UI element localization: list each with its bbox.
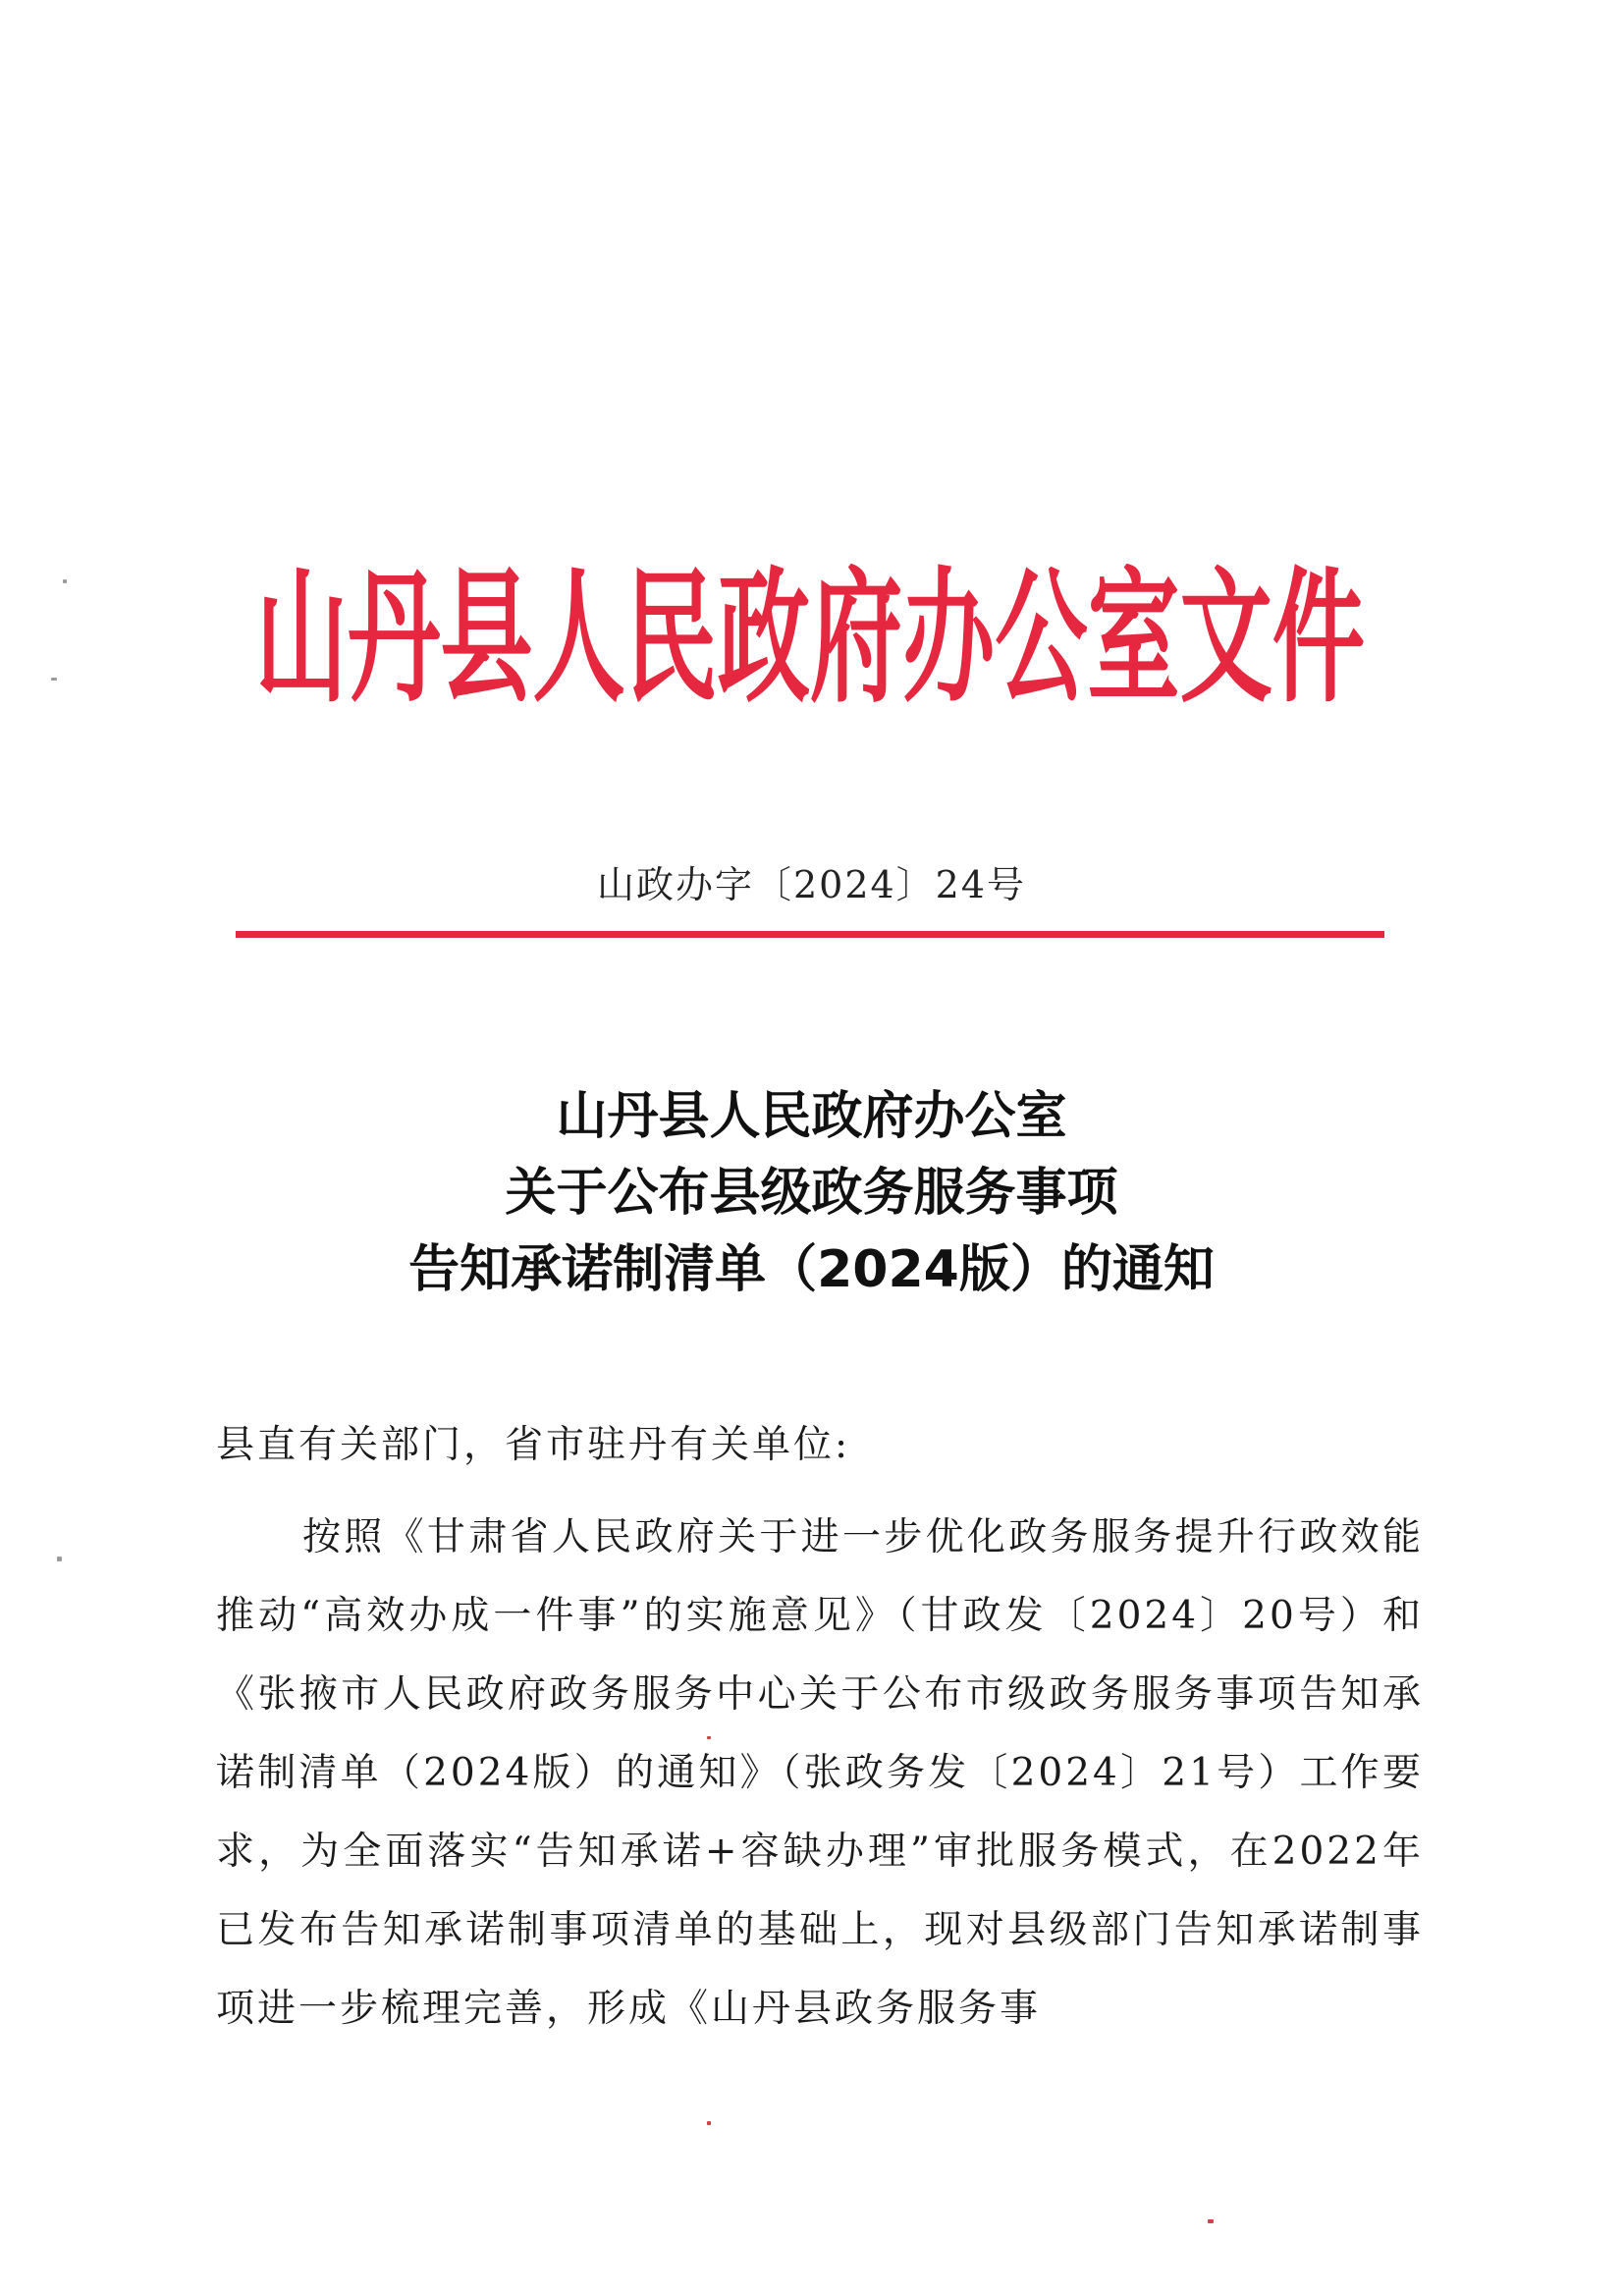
- scan-speck: [57, 1557, 62, 1561]
- title-line-2: 关于公布县级政务服务事项: [505, 1164, 1118, 1223]
- body-paragraph: 按照《甘肃省人民政府关于进一步优化政务服务提升行政效能推动“高效办成一件事”的实施意见》（甘政发〔2024〕20号）和《张掖市人民政府政务服务中心关于公布市级政务服务事项告知承诺制清单（2024版）的通知》（张政务发〔2024〕21号）工作要求，为全面落实“告知承诺+容缺办理”审批服务模式，在2022年已发布告知承诺制事项清单的基础上，现对县级部门告知承诺制事项进一步梳理完善，形成《山丹县政务服务事: [216, 1515, 1424, 2031]
- document-title: [0, 1078, 1623, 1308]
- salutation: 县直有关部门，省市驻丹有关单位:: [216, 1423, 851, 1467]
- scan-speck: [63, 579, 67, 583]
- title-line-3: 告知承诺制清单（2024版）的通知: [408, 1240, 1215, 1299]
- scan-speck: [707, 1736, 711, 1739]
- scan-speck: [1208, 2219, 1214, 2223]
- document-number: 山政办字〔2024〕24号: [596, 863, 1027, 906]
- scan-speck: [707, 2121, 711, 2125]
- masthead-header: [236, 538, 1384, 725]
- title-line-1: 山丹县人民政府办公室: [556, 1087, 1067, 1146]
- red-divider-rule: [236, 931, 1384, 938]
- masthead-title: 山丹县人民政府办公室文件: [254, 554, 1365, 723]
- scan-speck: [51, 678, 57, 681]
